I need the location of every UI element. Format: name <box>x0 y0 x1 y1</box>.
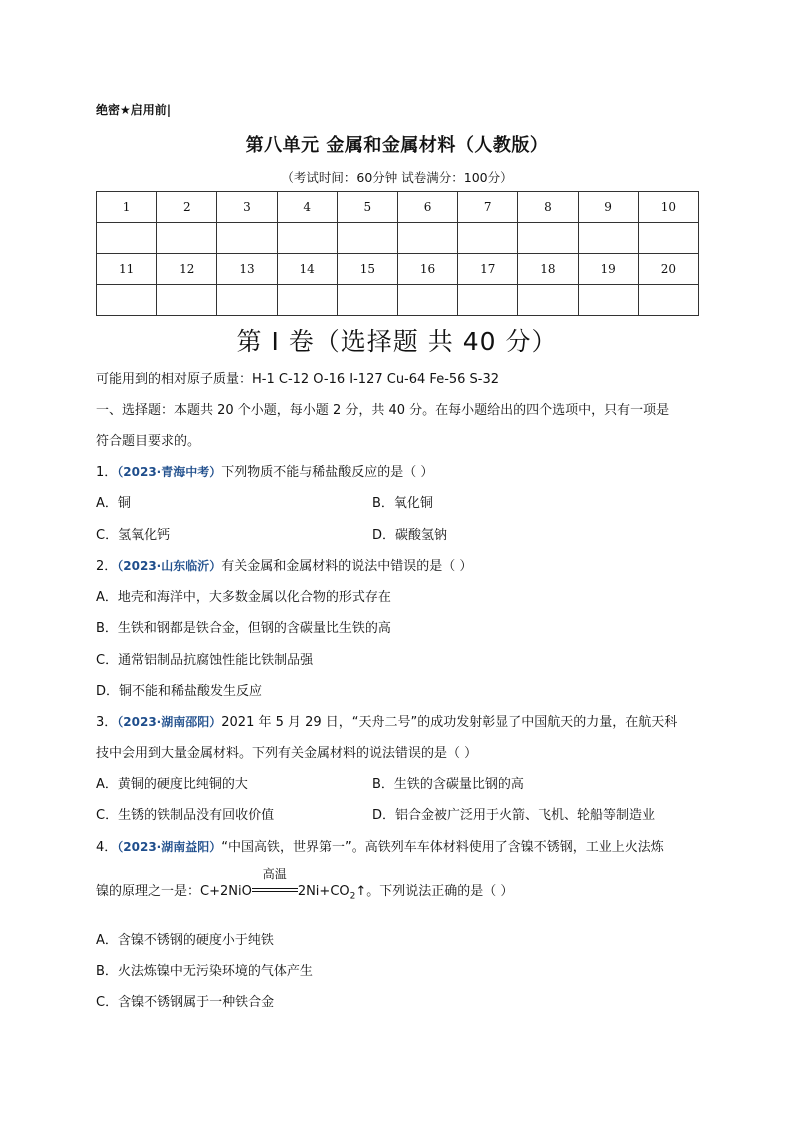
answer-blank-row-2 <box>97 285 699 316</box>
q1-option-b[interactable]: B．氧化铜 <box>372 496 433 511</box>
question-stem: 2021 年 5 月 29 日，“天舟二号”的成功发射彰显了中国航天的力量，在航天科 <box>221 715 678 730</box>
answer-blank-cell[interactable] <box>97 285 157 316</box>
answer-number-cell: 9 <box>578 192 638 223</box>
equation-reactants: 镍的原理之一是：C+2NiO <box>96 884 252 899</box>
question-3-stem-line-2: 技中会用到大量金属材料。下列有关金属材料的说法错误的是（ ） <box>96 746 478 761</box>
q2-option-d[interactable]: D．铜不能和稀盐酸发生反应 <box>96 684 263 699</box>
answer-blank-cell[interactable] <box>578 223 638 254</box>
instructions-line-2: 符合题目要求的。 <box>96 434 201 449</box>
answer-blank-cell[interactable] <box>397 223 457 254</box>
answer-number-cell: 15 <box>337 254 397 285</box>
answer-number-cell: 5 <box>337 192 397 223</box>
answer-number-cell: 17 <box>458 254 518 285</box>
question-source: （2023·湖南邵阳） <box>117 715 222 729</box>
answer-number-cell: 4 <box>277 192 337 223</box>
answer-blank-cell[interactable] <box>277 223 337 254</box>
answer-blank-cell[interactable] <box>157 285 217 316</box>
question-stem: “中国高铁，世界第一”。高铁列车车体材料使用了含镍不锈钢，工业上火法炼 <box>221 840 664 855</box>
answer-table-header-row-2 <box>97 254 699 285</box>
answer-blank-cell[interactable] <box>638 223 698 254</box>
answer-blank-cell[interactable] <box>217 285 277 316</box>
answer-table-header-row-1 <box>97 192 699 223</box>
reaction-condition: 高温 <box>262 867 287 881</box>
question-number: 4． <box>96 840 118 855</box>
q2-option-a[interactable]: A．地壳和海洋中，大多数金属以化合物的形式存在 <box>96 590 391 605</box>
answer-blank-cell[interactable] <box>518 223 578 254</box>
answer-number-cell: 3 <box>217 192 277 223</box>
answer-blank-row-1 <box>97 223 699 254</box>
answer-blank-cell[interactable] <box>578 285 638 316</box>
answer-number-cell: 6 <box>397 192 457 223</box>
answer-table <box>96 191 699 316</box>
answer-number-cell: 10 <box>638 192 698 223</box>
equals-sign <box>252 888 298 892</box>
answer-number-cell: 2 <box>157 192 217 223</box>
equation-products: 2Ni+CO <box>297 884 350 899</box>
question-2 <box>96 555 472 574</box>
section-title: 第 I 卷（选择题 共 40 分） <box>236 327 558 356</box>
reaction-arrow <box>252 867 298 895</box>
question-4-equation-line <box>96 867 514 902</box>
q4-option-b[interactable]: B．火法炼镍中无污染环境的气体产生 <box>96 964 313 979</box>
q4-option-c[interactable]: C．含镍不锈钢属于一种铁合金 <box>96 995 275 1010</box>
answer-blank-cell[interactable] <box>157 223 217 254</box>
answer-number-cell: 18 <box>518 254 578 285</box>
instructions-line-1: 一、选择题：本题共 20 个小题，每小题 2 分，共 40 分。在每小题给出的四个选项中，只有一项是 <box>96 403 670 418</box>
question-1 <box>96 461 433 480</box>
question-source: （2023·山东临沂） <box>117 559 222 573</box>
page-title: 第八单元 金属和金属材料（人教版） <box>245 135 549 156</box>
answer-blank-cell[interactable] <box>397 285 457 316</box>
q2-option-b[interactable]: B．生铁和钢都是铁合金，但钢的含碳量比生铁的高 <box>96 621 391 636</box>
question-source: （2023·青海中考） <box>117 465 222 479</box>
q3-option-b[interactable]: B．生铁的含碳量比钢的高 <box>372 777 524 792</box>
question-4 <box>96 836 664 855</box>
answer-number-cell: 11 <box>97 254 157 285</box>
confidential-mark: 绝密★启用前| <box>96 103 172 117</box>
answer-number-cell: 14 <box>277 254 337 285</box>
answer-number-cell: 1 <box>97 192 157 223</box>
question-stem: 有关金属和金属材料的说法中错误的是（ ） <box>221 559 473 574</box>
answer-blank-cell[interactable] <box>97 223 157 254</box>
q1-option-a[interactable]: A．铜 <box>96 496 131 511</box>
q1-option-d[interactable]: D．碳酸氢钠 <box>372 528 448 543</box>
q3-option-c[interactable]: C．生锈的铁制品没有回收价值 <box>96 808 275 823</box>
co2-subscript: 2 <box>349 891 356 902</box>
answer-blank-cell[interactable] <box>458 285 518 316</box>
answer-number-cell: 12 <box>157 254 217 285</box>
q3-option-d[interactable]: D．铝合金被广泛用于火箭、飞机、轮船等制造业 <box>372 808 656 823</box>
q1-option-c[interactable]: C．氢氧化钙 <box>96 528 171 543</box>
question-stem-end: ↑。下列说法正确的是（ ） <box>355 884 514 899</box>
answer-blank-cell[interactable] <box>337 285 397 316</box>
atomic-masses: 可能用到的相对原子质量：H-1 C-12 O-16 I-127 Cu-64 Fe-56 S-32 <box>96 372 500 387</box>
answer-number-cell: 8 <box>518 192 578 223</box>
answer-blank-cell[interactable] <box>277 285 337 316</box>
question-number: 2． <box>96 559 118 574</box>
answer-blank-cell[interactable] <box>217 223 277 254</box>
question-source: （2023·湖南益阳） <box>117 840 222 854</box>
answer-blank-cell[interactable] <box>518 285 578 316</box>
q3-option-a[interactable]: A．黄铜的硬度比纯铜的大 <box>96 777 248 792</box>
question-number: 3． <box>96 715 118 730</box>
answer-number-cell: 7 <box>458 192 518 223</box>
answer-number-cell: 19 <box>578 254 638 285</box>
answer-number-cell: 20 <box>638 254 698 285</box>
q4-option-a[interactable]: A．含镍不锈钢的硬度小于纯铁 <box>96 933 274 948</box>
answer-blank-cell[interactable] <box>337 223 397 254</box>
exam-info: （考试时间：60分钟 试卷满分：100分） <box>281 170 513 185</box>
question-stem: 下列物质不能与稀盐酸反应的是（ ） <box>221 465 434 480</box>
q2-option-c[interactable]: C．通常铝制品抗腐蚀性能比铁制品强 <box>96 653 314 668</box>
answer-blank-cell[interactable] <box>458 223 518 254</box>
answer-number-cell: 13 <box>217 254 277 285</box>
answer-blank-cell[interactable] <box>638 285 698 316</box>
answer-number-cell: 16 <box>397 254 457 285</box>
question-3 <box>96 711 677 730</box>
question-number: 1． <box>96 465 118 480</box>
